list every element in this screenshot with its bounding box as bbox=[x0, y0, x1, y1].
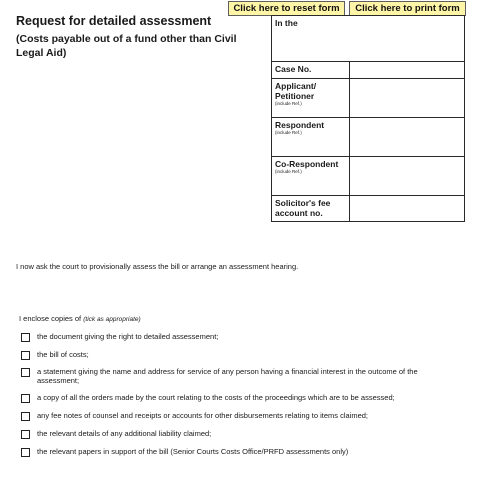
in-the-field[interactable] bbox=[272, 16, 465, 62]
checklist-item bbox=[21, 447, 437, 457]
tick-note: (tick as appropriate) bbox=[83, 316, 141, 323]
checkbox[interactable] bbox=[21, 448, 30, 457]
form-title: Request for detailed assessment bbox=[16, 14, 212, 28]
checkbox[interactable] bbox=[21, 351, 30, 360]
applicant-label: Applicant/ Petitioner bbox=[275, 81, 317, 101]
checklist-item bbox=[21, 429, 437, 439]
in-the-label: In the bbox=[275, 18, 298, 28]
form-subtitle: (Costs payable out of a fund other than Civil Legal Aid) bbox=[16, 33, 237, 59]
checklist-item bbox=[21, 411, 437, 421]
checkbox[interactable] bbox=[21, 412, 30, 421]
checklist-label: a copy of all the orders made by the court relating to the costs of the proceedings which are to be assessed; bbox=[37, 393, 395, 402]
checkbox[interactable] bbox=[21, 333, 30, 342]
solicitor-fee-label: Solicitor's fee account no. bbox=[275, 198, 331, 218]
checklist-label: the relevant papers in support of the bill (Senior Courts Costs Office/PRFD assessments only) bbox=[37, 447, 349, 456]
respondent-label: Respondent bbox=[275, 120, 325, 130]
respondent-label-cell bbox=[272, 118, 350, 157]
case-details-table bbox=[271, 15, 465, 222]
solicitor-label-cell bbox=[272, 196, 350, 222]
applicant-field[interactable] bbox=[350, 79, 465, 118]
co-respondent-label: Co-Respondent bbox=[275, 159, 339, 169]
checklist-item bbox=[21, 393, 437, 403]
checkbox[interactable] bbox=[21, 430, 30, 439]
solicitor-fee-field[interactable] bbox=[350, 196, 465, 222]
checklist-label: the relevant details of any additional liability claimed; bbox=[37, 429, 212, 438]
checklist-label: the bill of costs; bbox=[37, 350, 89, 359]
checklist-item bbox=[21, 332, 437, 342]
print-form-button[interactable]: Click here to print form bbox=[349, 1, 466, 16]
enclose-copies-text bbox=[19, 314, 459, 325]
checklist-label: a statement giving the name and address for service of any person having a financial interest in the outcome of the assessment; bbox=[37, 367, 418, 385]
checkbox[interactable] bbox=[21, 368, 30, 377]
applicant-ref-note: (include Ref.) bbox=[275, 101, 302, 106]
checklist-item bbox=[21, 367, 437, 385]
case-no-field[interactable] bbox=[350, 62, 465, 79]
co-respondent-ref-note: (include Ref.) bbox=[275, 169, 302, 174]
respondent-ref-note: (include Ref.) bbox=[275, 130, 302, 135]
checklist-label: any fee notes of counsel and receipts or accounts for other disbursements relating to items claimed; bbox=[37, 411, 369, 420]
co-respondent-field[interactable] bbox=[350, 157, 465, 196]
case-no-label: Case No. bbox=[275, 64, 312, 74]
enclose-label: I enclose copies of bbox=[19, 314, 82, 323]
co-respondent-label-cell bbox=[272, 157, 350, 196]
checklist-label: the document giving the right to detailed assessement; bbox=[37, 332, 219, 341]
assessment-request-text: I now ask the court to provisionally assess the bill or arrange an assessment hearing. bbox=[16, 262, 299, 271]
checkbox[interactable] bbox=[21, 394, 30, 403]
reset-form-button[interactable]: Click here to reset form bbox=[228, 1, 345, 16]
checklist-item bbox=[21, 350, 437, 360]
applicant-label-cell bbox=[272, 79, 350, 118]
respondent-field[interactable] bbox=[350, 118, 465, 157]
case-no-label-cell bbox=[272, 62, 350, 79]
